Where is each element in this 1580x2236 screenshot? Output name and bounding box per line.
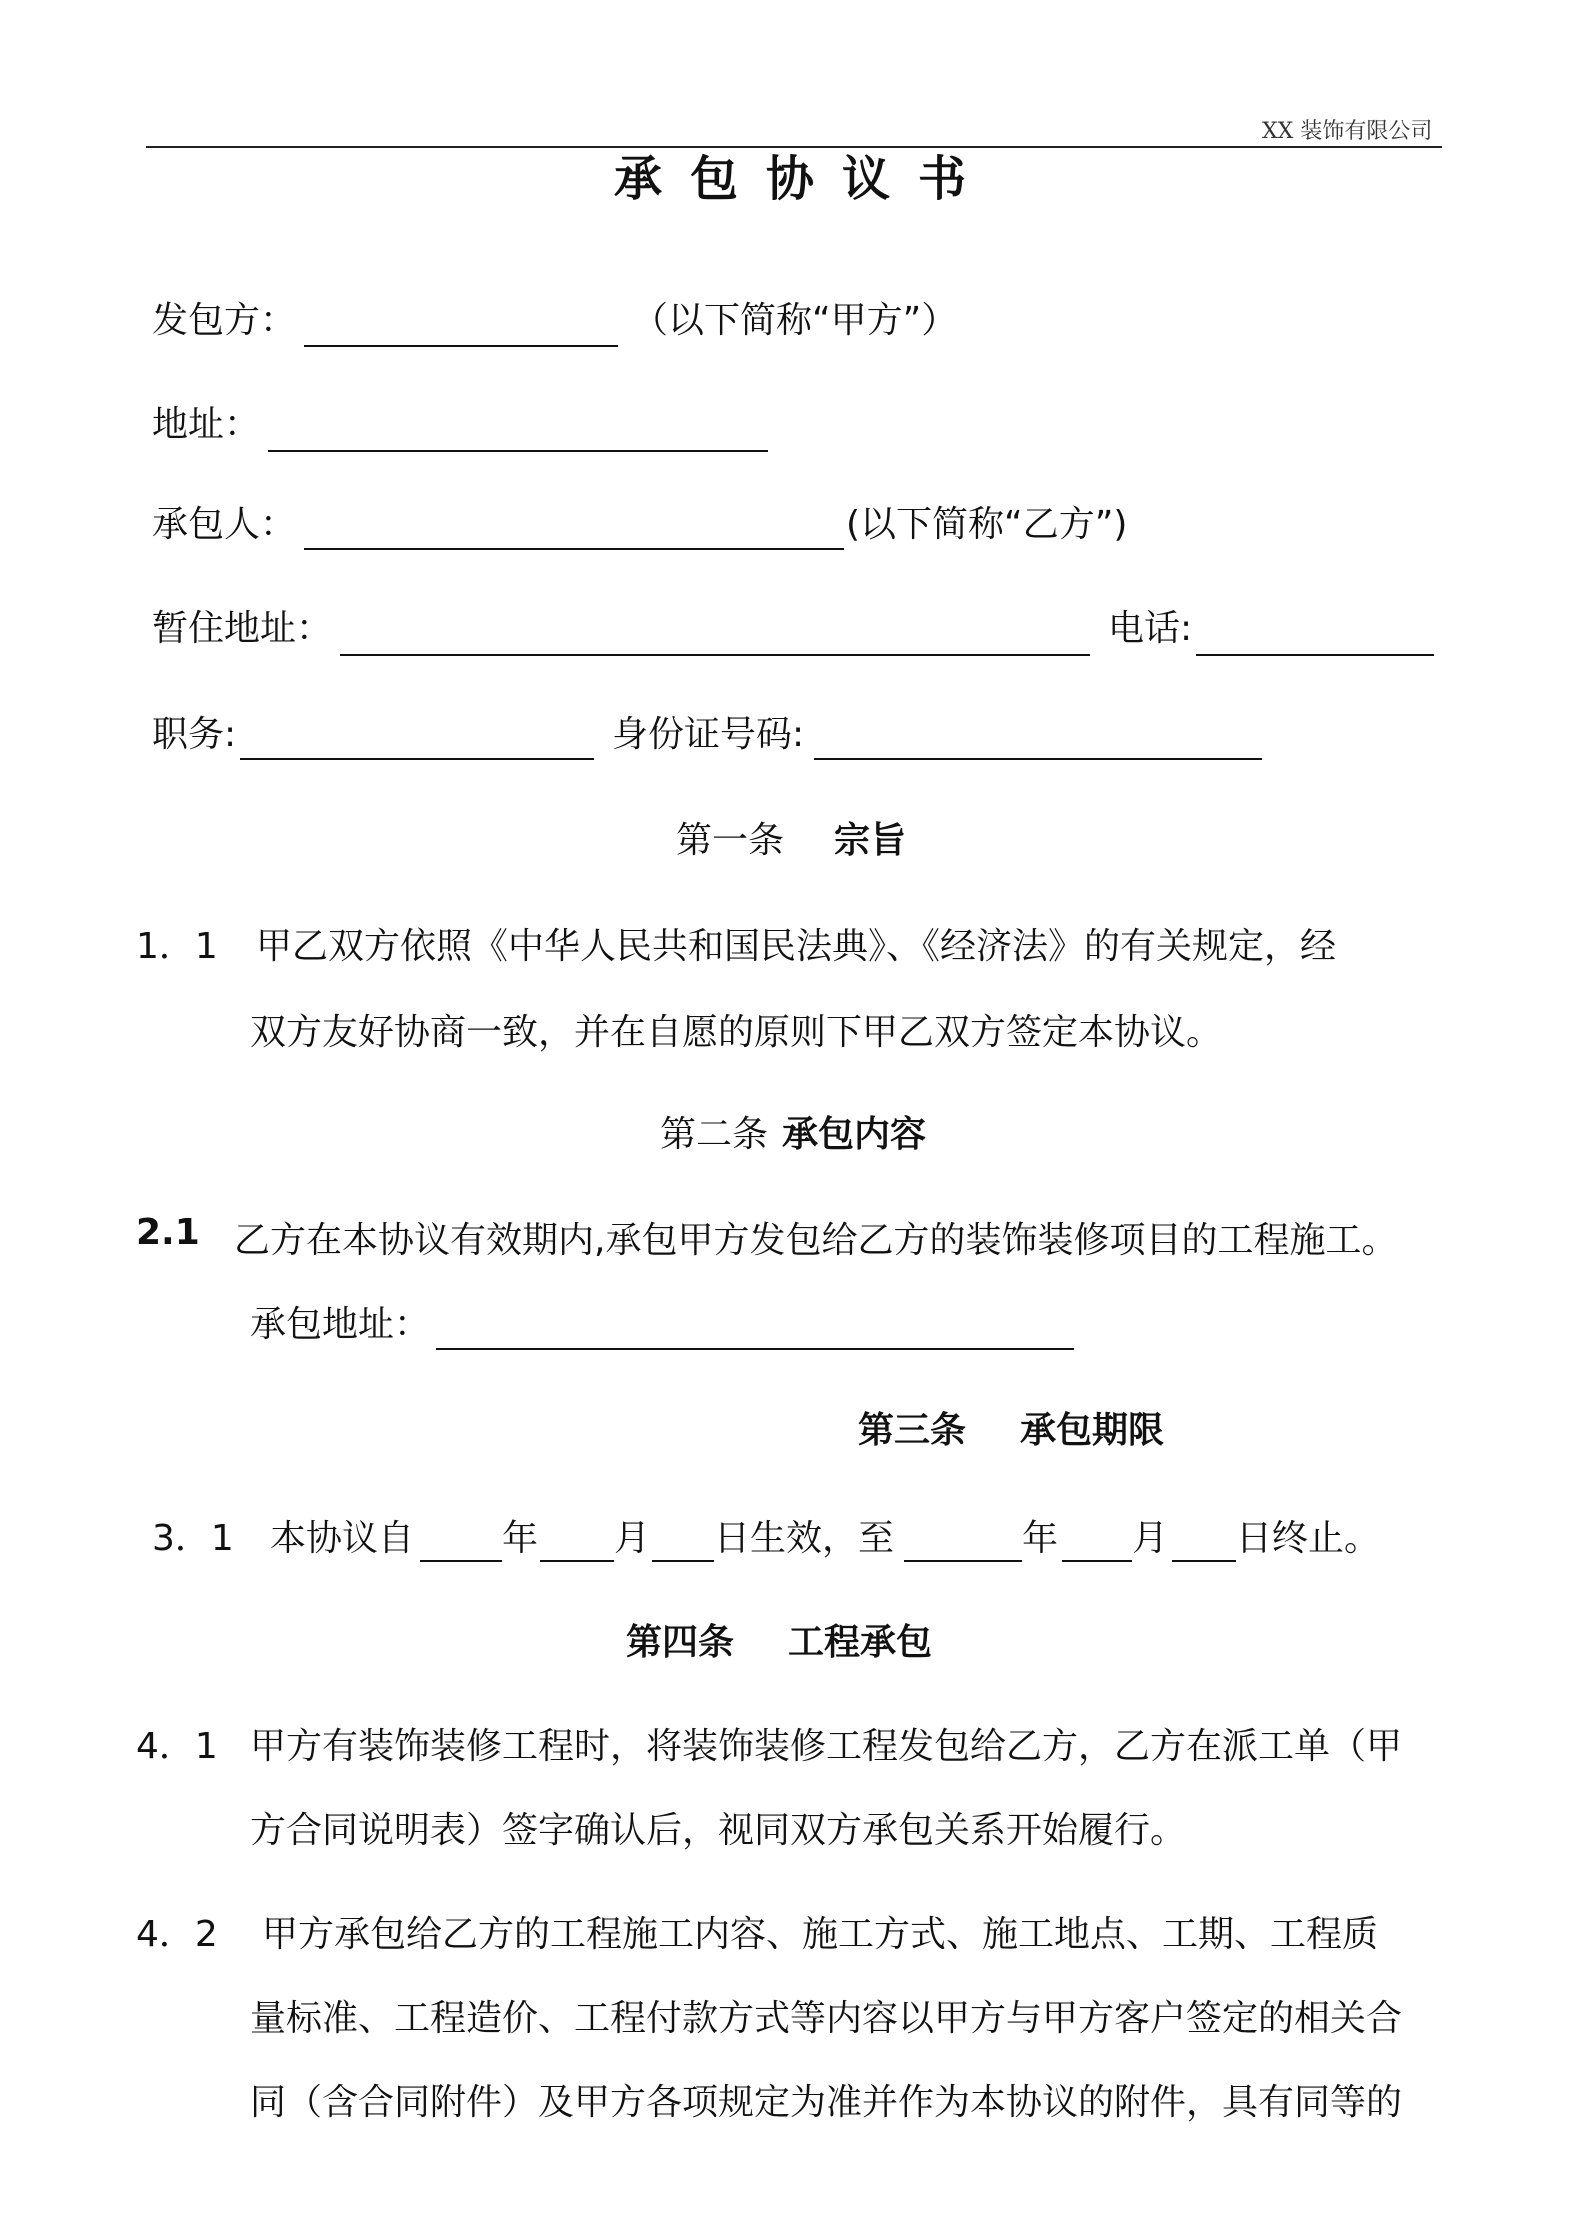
position-blank[interactable] xyxy=(240,758,594,760)
clause-1-1-line-2: 双方友好协商一致，并在自愿的原则下甲乙双方签定本协议。 xyxy=(250,1012,1223,1053)
start-month-blank[interactable] xyxy=(540,1560,614,1562)
clause-2-1-number: 2.1 xyxy=(136,1212,200,1253)
start-month-unit: 月 xyxy=(614,1518,651,1559)
article-4-heading xyxy=(626,1614,932,1665)
article-3-prefix: 第三条 xyxy=(858,1410,967,1451)
contractor-blank[interactable] xyxy=(304,548,844,550)
contract-address-label: 承包地址： xyxy=(250,1304,431,1345)
article-3-title: 承包期限 xyxy=(1020,1410,1165,1451)
temp-address-label: 暂住地址： xyxy=(152,608,333,649)
header-company-name: XX 装饰有限公司 xyxy=(1262,119,1433,144)
term-text-start: 本协议自 xyxy=(270,1518,415,1559)
article-4-title: 工程承包 xyxy=(788,1622,933,1663)
clause-4-1-line-2: 方合同说明表）签字确认后，视同双方承包关系开始履行。 xyxy=(250,1810,1187,1851)
address-blank[interactable] xyxy=(268,450,768,452)
document-title: 承包协议书 xyxy=(613,151,994,207)
clause-3-1-number: 3．1 xyxy=(152,1518,234,1559)
clause-2-1-line-1: 乙方在本协议有效期内,承包甲方发包给乙方的装饰装修项目的工程施工。 xyxy=(234,1220,1398,1261)
clause-1-1-line-1: 甲乙双方依照《中华人民共和国民法典》、《经济法》的有关规定，经 xyxy=(256,926,1337,967)
id-number-label: 身份证号码: xyxy=(612,714,805,755)
party-a-label: 发包方： xyxy=(152,300,297,341)
start-day-blank[interactable] xyxy=(652,1560,714,1562)
end-month-unit: 月 xyxy=(1132,1518,1169,1559)
start-year-blank[interactable] xyxy=(420,1560,502,1562)
start-year-unit: 年 xyxy=(502,1518,539,1559)
clause-4-2-line-2: 量标准、工程造价、工程付款方式等内容以甲方与甲方客户签定的相关合 xyxy=(250,1998,1403,2039)
clause-4-2-line-3: 同（含合同附件）及甲方各项规定为准并作为本协议的附件，具有同等的 xyxy=(250,2082,1403,2123)
article-1-heading xyxy=(676,812,906,863)
clause-4-2-line-1: 甲方承包给乙方的工程施工内容、施工方式、施工地点、工期、工程质 xyxy=(262,1914,1379,1955)
contract-address-blank[interactable] xyxy=(436,1348,1074,1350)
end-day-unit: 日终止。 xyxy=(1236,1518,1381,1559)
party-a-note: （以下简称“甲方”） xyxy=(632,300,958,341)
party-a-blank[interactable] xyxy=(304,345,618,347)
article-3-heading xyxy=(858,1402,1164,1453)
end-day-blank[interactable] xyxy=(1172,1560,1236,1562)
address-label: 地址： xyxy=(152,404,261,445)
clause-4-1-line-1: 甲方有装饰装修工程时，将装饰装修工程发包给乙方，乙方在派工单（甲 xyxy=(250,1726,1403,1767)
clause-4-1-number: 4．1 xyxy=(136,1726,218,1767)
contractor-note: (以下简称“乙方”) xyxy=(846,504,1128,545)
start-day-unit: 日生效，至 xyxy=(714,1518,895,1559)
article-1-prefix: 第一条 xyxy=(676,820,785,861)
article-1-title: 宗旨 xyxy=(834,820,907,861)
clause-4-2-number: 4．2 xyxy=(136,1914,218,1955)
end-month-blank[interactable] xyxy=(1062,1560,1132,1562)
phone-blank[interactable] xyxy=(1196,654,1434,656)
temp-address-blank[interactable] xyxy=(340,654,1090,656)
phone-label: 电话: xyxy=(1108,608,1193,649)
clause-1-1-number: 1．1 xyxy=(136,926,218,967)
id-number-blank[interactable] xyxy=(814,758,1262,760)
end-year-unit: 年 xyxy=(1022,1518,1059,1559)
article-2-heading xyxy=(660,1106,926,1157)
article-2-title: 承包内容 xyxy=(782,1114,927,1155)
article-4-prefix: 第四条 xyxy=(626,1622,735,1663)
contractor-label: 承包人： xyxy=(152,504,297,545)
end-year-blank[interactable] xyxy=(904,1560,1022,1562)
article-2-prefix: 第二条 xyxy=(660,1114,769,1155)
position-label: 职务: xyxy=(152,714,237,755)
